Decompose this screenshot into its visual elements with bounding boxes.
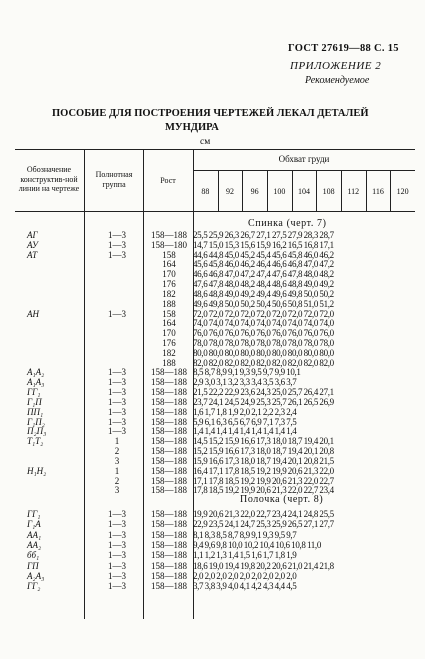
row-designation: ПП₁ bbox=[27, 406, 44, 417]
row-height: 158—188 bbox=[151, 396, 187, 407]
row-group: 2 bbox=[114, 446, 120, 457]
table-row bbox=[0, 240, 425, 250]
row-values: 14,7 15,0 15,3 15,6 15,9 16,2 16,5 16,8 17,1 bbox=[193, 239, 334, 250]
table-row bbox=[0, 417, 425, 427]
row-height: 158—188 bbox=[151, 367, 187, 378]
row-height: 182 bbox=[162, 347, 176, 358]
table-row bbox=[0, 328, 425, 338]
table-row bbox=[0, 269, 425, 279]
row-height: 176 bbox=[162, 279, 176, 290]
row-height: 170 bbox=[162, 328, 176, 339]
row-values: 18,6 19,0 19,4 19,8 20,2 20,6 21,0 21,4 21,8 bbox=[193, 560, 334, 571]
row-designation: А₁А₂ bbox=[27, 367, 45, 378]
row-group: 1—3 bbox=[108, 406, 126, 417]
row-group: 3 bbox=[114, 485, 120, 496]
table-row bbox=[0, 358, 425, 368]
row-height: 158—180 bbox=[151, 239, 187, 250]
row-group: 1—3 bbox=[108, 396, 126, 407]
row-values: 76,0 76,0 76,0 76,0 76,0 76,0 76,0 76,0 76,0 bbox=[193, 328, 334, 339]
table-row bbox=[0, 571, 425, 581]
section-front: Полочка (черт. 8) bbox=[240, 494, 324, 505]
row-values: 15,2 15,9 16,6 17,3 18,0 18,7 19,4 20,1 20,8 bbox=[193, 446, 334, 457]
row-values: 23,7 24,1 24,5 24,9 25,3 25,7 26,1 26,5 26,9 bbox=[193, 396, 334, 407]
table-row bbox=[0, 387, 425, 397]
row-height: 170 bbox=[162, 269, 176, 280]
chest-size-header: 112 bbox=[347, 187, 360, 196]
row-values: 9,4 9,6 9,8 10,0 10,2 10,4 10,6 10,8 11,0 bbox=[193, 539, 321, 550]
row-designation: АГ bbox=[27, 230, 38, 240]
header-group: Полнотная группа bbox=[95, 170, 133, 189]
chest-size-header: 116 bbox=[372, 187, 384, 196]
chest-size-header: 92 bbox=[225, 187, 234, 196]
row-values: 5,9 6,1 6,3 6,5 6,7 6,9 7,1 7,3 7,5 bbox=[193, 416, 297, 427]
row-group: 1—3 bbox=[108, 581, 126, 592]
row-group: 1—3 bbox=[108, 550, 126, 561]
document-title: ПОСОБИЕ ДЛЯ ПОСТРОЕНИЯ ЧЕРТЕЖЕЙ ЛЕКАЛ ДЕТАЛЕЙ bbox=[52, 108, 369, 119]
row-values: 17,1 17,8 18,5 19,2 19,9 20,6 21,3 22,0 22,7 bbox=[193, 475, 334, 486]
table-row bbox=[0, 540, 425, 550]
row-group: 1—3 bbox=[108, 377, 126, 388]
row-group: 1—3 bbox=[108, 529, 126, 540]
row-height: 188 bbox=[162, 357, 176, 368]
row-values: 25,5 25,9 26,3 26,7 27,1 27,5 27,9 28,3 28,7 bbox=[193, 230, 334, 240]
row-values: 44,6 44,8 45,0 45,2 45,4 45,6 45,8 46,0 46,2 bbox=[193, 249, 334, 260]
row-values: 2,0 2,0 2,0 2,0 2,0 2,0 2,0 2,0 2,0 bbox=[193, 570, 297, 581]
table-row bbox=[0, 476, 425, 486]
row-designation: ГП bbox=[27, 560, 39, 571]
row-values: 1,1 1,2 1,3 1,4 1,5 1,6 1,7 1,8 1,9 bbox=[193, 550, 297, 561]
row-values: 14,5 15,2 15,9 16,6 17,3 18,0 18,7 19,4 20,1 bbox=[193, 436, 334, 447]
row-height: 164 bbox=[162, 259, 176, 270]
row-height: 158—188 bbox=[151, 539, 187, 550]
chest-header-rule bbox=[193, 170, 415, 171]
row-group: 1—3 bbox=[108, 539, 126, 550]
table-row bbox=[0, 550, 425, 560]
row-values: 2,9 3,0 3,1 3,2 3,3 3,4 3,5 3,6 3,7 bbox=[193, 377, 297, 388]
row-values: 17,8 18,5 19,2 19,9 20,6 21,3 22,0 22,7 23,4 bbox=[193, 485, 334, 496]
row-values: 80,0 80,0 80,0 80,0 80,0 80,0 80,0 80,0 80,0 bbox=[193, 347, 334, 358]
chest-size-header: 120 bbox=[396, 187, 409, 196]
table-row bbox=[0, 530, 425, 540]
chest-size-header: 104 bbox=[297, 187, 310, 196]
row-group: 1—3 bbox=[108, 519, 126, 530]
row-values: 48,6 48,8 49,0 49,2 49,4 49,6 49,8 50,0 50,2 bbox=[193, 288, 334, 299]
row-height: 158—188 bbox=[151, 475, 187, 486]
row-height: 158—188 bbox=[151, 570, 187, 581]
row-designation: ГГ₁ bbox=[27, 509, 41, 519]
row-values: 3,7 3,8 3,9 4,0 4,1 4,2 4,3 4,4 4,5 bbox=[193, 581, 297, 592]
row-group: 3 bbox=[114, 455, 120, 466]
row-values: 19,9 20,6 21,3 22,0 22,7 23,4 24,1 24,8 25,5 bbox=[193, 509, 334, 519]
row-height: 158—188 bbox=[151, 560, 187, 571]
standard-number: ГОСТ 27619—88 С. 15 bbox=[288, 43, 399, 54]
row-values: 16,4 17,1 17,8 18,5 19,2 19,9 20,6 21,3 22,0 bbox=[193, 465, 334, 476]
table-row bbox=[0, 407, 425, 417]
table-row bbox=[0, 561, 425, 571]
row-designation: бб₁ bbox=[27, 550, 40, 561]
table-row bbox=[0, 299, 425, 309]
document-title-line2: МУНДИРА bbox=[165, 122, 219, 133]
table-header-bottom-rule bbox=[15, 211, 415, 212]
header-height: Рост bbox=[160, 176, 176, 185]
row-values: 8,5 8,7 8,9 9,1 9,3 9,5 9,7 9,9 10,1 bbox=[193, 367, 301, 378]
row-group: 1—3 bbox=[108, 367, 126, 378]
row-height: 182 bbox=[162, 288, 176, 299]
row-group: 1—3 bbox=[108, 249, 126, 260]
row-values: 22,9 23,5 24,1 24,7 25,3 25,9 26,5 27,1 27,7 bbox=[193, 519, 334, 530]
row-height: 158—188 bbox=[151, 436, 187, 447]
table-row bbox=[0, 377, 425, 387]
row-values: 21,5 22,2 22,9 23,6 24,3 25,0 25,7 26,4 27,1 bbox=[193, 387, 334, 398]
row-designation: А₁А₃ bbox=[27, 377, 45, 388]
row-height: 164 bbox=[162, 318, 176, 329]
row-designation: Г₁П₂ bbox=[27, 416, 45, 427]
row-group: 1—3 bbox=[108, 230, 126, 240]
row-designation: АА₁ bbox=[27, 529, 42, 540]
chest-size-header: 100 bbox=[273, 187, 286, 196]
table-row bbox=[0, 519, 425, 529]
row-designation: АТ bbox=[27, 249, 38, 260]
row-designation: АУ bbox=[27, 239, 38, 250]
unit-label: см bbox=[200, 137, 211, 147]
row-group: 1—3 bbox=[108, 570, 126, 581]
row-values: 1,4 1,4 1,4 1,4 1,4 1,4 1,4 1,4 1,4 bbox=[193, 426, 297, 437]
row-group: 1—3 bbox=[108, 308, 126, 319]
row-height: 158—188 bbox=[151, 406, 187, 417]
table-row bbox=[0, 509, 425, 519]
row-group: 1—3 bbox=[108, 426, 126, 437]
table-row bbox=[0, 309, 425, 319]
row-height: 158—188 bbox=[151, 550, 187, 561]
row-height: 158—188 bbox=[151, 529, 187, 540]
table-row bbox=[0, 397, 425, 407]
appendix-label: ПРИЛОЖЕНИЕ 2 bbox=[290, 60, 382, 72]
table-row bbox=[0, 466, 425, 476]
table-row bbox=[0, 367, 425, 377]
table-row bbox=[0, 348, 425, 358]
section-back: Спинка (черт. 7) bbox=[248, 218, 327, 229]
row-group: 1—3 bbox=[108, 560, 126, 571]
row-height: 158—188 bbox=[151, 455, 187, 466]
row-designation: Г₁А bbox=[27, 519, 41, 530]
chest-size-header: 108 bbox=[322, 187, 335, 196]
row-values: 45,6 45,8 46,0 46,2 46,4 46,6 46,8 47,0 47,2 bbox=[193, 259, 334, 270]
header-designation: Обозначение конструктив-ной линии на чертеже bbox=[18, 165, 80, 193]
row-height: 158—188 bbox=[151, 509, 187, 519]
table-row bbox=[0, 485, 425, 495]
row-values: 78,0 78,0 78,0 78,0 78,0 78,0 78,0 78,0 78,0 bbox=[193, 338, 334, 349]
table-row bbox=[0, 426, 425, 436]
row-group: 1—3 bbox=[108, 387, 126, 398]
row-height: 158—188 bbox=[151, 446, 187, 457]
row-values: 8,1 8,3 8,5 8,7 8,9 9,1 9,3 9,5 9,7 bbox=[193, 529, 297, 540]
row-height: 158—188 bbox=[151, 426, 187, 437]
row-height: 158 bbox=[162, 308, 176, 319]
table-row bbox=[0, 338, 425, 348]
row-designation: АН bbox=[27, 308, 39, 319]
appendix-status: Рекомендуемое bbox=[305, 75, 370, 86]
row-values: 74,0 74,0 74,0 74,0 74,0 74,0 74,0 74,0 74,0 bbox=[193, 318, 334, 329]
table-top-rule bbox=[15, 149, 415, 150]
row-height: 158—188 bbox=[151, 230, 187, 240]
table-row bbox=[0, 250, 425, 260]
row-values: 82,0 82,0 82,0 82,0 82,0 82,0 82,0 82,0 82,0 bbox=[193, 357, 334, 368]
row-designation: П₂П₃ bbox=[27, 426, 47, 437]
table-row bbox=[0, 456, 425, 466]
row-values: 1,6 1,7 1,8 1,9 2,0 2,1 2,2 2,3 2,4 bbox=[193, 406, 297, 417]
row-designation: Т₁Т₂ bbox=[27, 436, 44, 447]
row-values: 47,6 47,8 48,0 48,2 48,4 48,6 48,8 49,0 49,2 bbox=[193, 279, 334, 290]
table-row bbox=[0, 279, 425, 289]
row-group: 1—3 bbox=[108, 416, 126, 427]
row-designation: А₂А₃ bbox=[27, 570, 45, 581]
row-designation: АА₂ bbox=[27, 539, 42, 550]
row-height: 158—188 bbox=[151, 485, 187, 496]
table-row bbox=[0, 289, 425, 299]
row-group: 1—3 bbox=[108, 239, 126, 250]
header-chest: Обхват груди bbox=[278, 154, 330, 164]
chest-size-header: 88 bbox=[201, 187, 210, 196]
row-values: 49,6 49,8 50,0 50,2 50,4 50,6 50,8 51,0 51,2 bbox=[193, 298, 334, 309]
row-height: 158—188 bbox=[151, 416, 187, 427]
row-group: 2 bbox=[114, 475, 120, 486]
row-designation: Н₁Н₂ bbox=[27, 465, 47, 476]
row-designation: ГГ₂ bbox=[27, 581, 41, 592]
row-height: 158 bbox=[162, 249, 176, 260]
row-values: 46,6 46,8 47,0 47,2 47,4 47,6 47,8 48,0 48,2 bbox=[193, 269, 334, 280]
chest-size-header: 96 bbox=[250, 187, 259, 196]
row-designation: ГГ₁ bbox=[27, 387, 41, 398]
row-values: 15,9 16,6 17,3 18,0 18,7 19,4 20,1 20,8 21,5 bbox=[193, 455, 334, 466]
table-row bbox=[0, 318, 425, 328]
row-height: 158—188 bbox=[151, 581, 187, 592]
row-group: 1 bbox=[114, 465, 120, 476]
row-group: 1—3 bbox=[108, 509, 126, 519]
table-row bbox=[0, 436, 425, 446]
row-values: 72,0 72,0 72,0 72,0 72,0 72,0 72,0 72,0 72,0 bbox=[193, 308, 334, 319]
row-height: 158—188 bbox=[151, 465, 187, 476]
row-height: 158—188 bbox=[151, 377, 187, 388]
table-row bbox=[0, 230, 425, 240]
table-row bbox=[0, 581, 425, 591]
row-group: 1 bbox=[114, 436, 120, 447]
row-height: 158—188 bbox=[151, 519, 187, 530]
table-row bbox=[0, 259, 425, 269]
row-height: 188 bbox=[162, 298, 176, 309]
row-designation: Г₁П bbox=[27, 396, 42, 407]
row-height: 158—188 bbox=[151, 387, 187, 398]
row-height: 176 bbox=[162, 338, 176, 349]
table-row bbox=[0, 446, 425, 456]
